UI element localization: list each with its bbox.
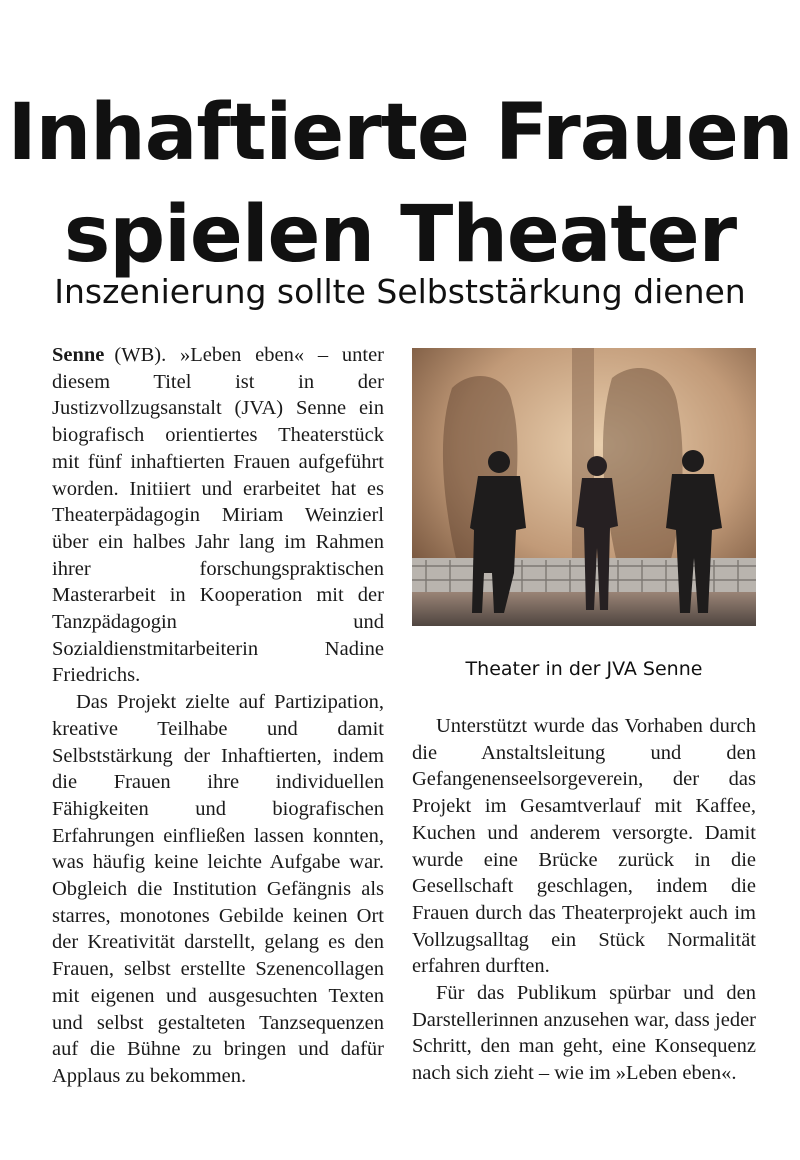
article-paragraph: Für das Publikum spürbar und den Darstellerinnen anzusehen war, dass jeder Schritt, den man geht, eine Konsequenz nach sich zieht – wie im »Leben eben«. <box>412 982 756 1085</box>
paragraph-text: (WB). »Leben eben« – unter diesem Titel ist in der Justizvollzugsanstalt (JVA) Senne ein biografisch orientiertes Theaterstück mit fünf inhaftierten Frauen aufgeführt worden. Initiiert und erarbeitet hat es Theaterpädagogin Miriam Weinzierl über ein halbes Jahr lang im Rahmen ihrer forschungspraktischen Masterarbeit in Kooperation mit der Tanzpädagogin und Sozialdienstmitarbeiterin Nadine Friedrichs. <box>52 344 384 687</box>
article-paragraph <box>52 342 384 689</box>
headline-line-1: Inhaftierte Frauen <box>7 88 793 179</box>
article-column-left <box>52 342 384 1090</box>
photo-caption: Theater in der JVA Senne <box>465 658 703 680</box>
article-paragraph: Das Projekt zielte auf Partizipation, kreative Teilhabe und damit Selbststärkung der Inhaftierten, indem die Frauen ihre individuellen Fähigkeiten und biografischen Erfahrungen einfließen lassen konnten, was häufig keine leichte Aufgabe war. Obgleich die Institution Gefängnis als starres, monotones Gebilde keinen Ort der Kreativität darstellt, gelang es den Frauen, selbst erstellte Szenencollagen mit eigenen und ausgesuchten Texten und selbst gestalteten Tanzsequenzen auf die Bühne zu bringen und dafür Applaus zu bekommen. <box>52 691 384 1087</box>
theater-photo <box>412 348 756 626</box>
stage-illustration <box>412 348 756 626</box>
headline <box>0 82 800 286</box>
article-column-right <box>412 713 756 1087</box>
subheadline: Inszenierung sollte Selbststärkung dienen <box>54 272 746 311</box>
article-paragraph: Unterstützt wurde das Vorhaben durch die Anstaltsleitung und den Gefangenenseelsorgeverein, der das Projekt im Gesamtverlauf mit Kaffee, Kuchen und anderem versorgte. Damit wurde eine Brücke zurück in die Gesellschaft geschlagen, indem die Frauen durch das Theaterprojekt auch im Vollzugsalltag ein Stück Normalität erfahren durften. <box>412 715 756 978</box>
dateline-place: Senne <box>52 344 105 366</box>
headline-line-2: spielen Theater <box>63 190 737 281</box>
